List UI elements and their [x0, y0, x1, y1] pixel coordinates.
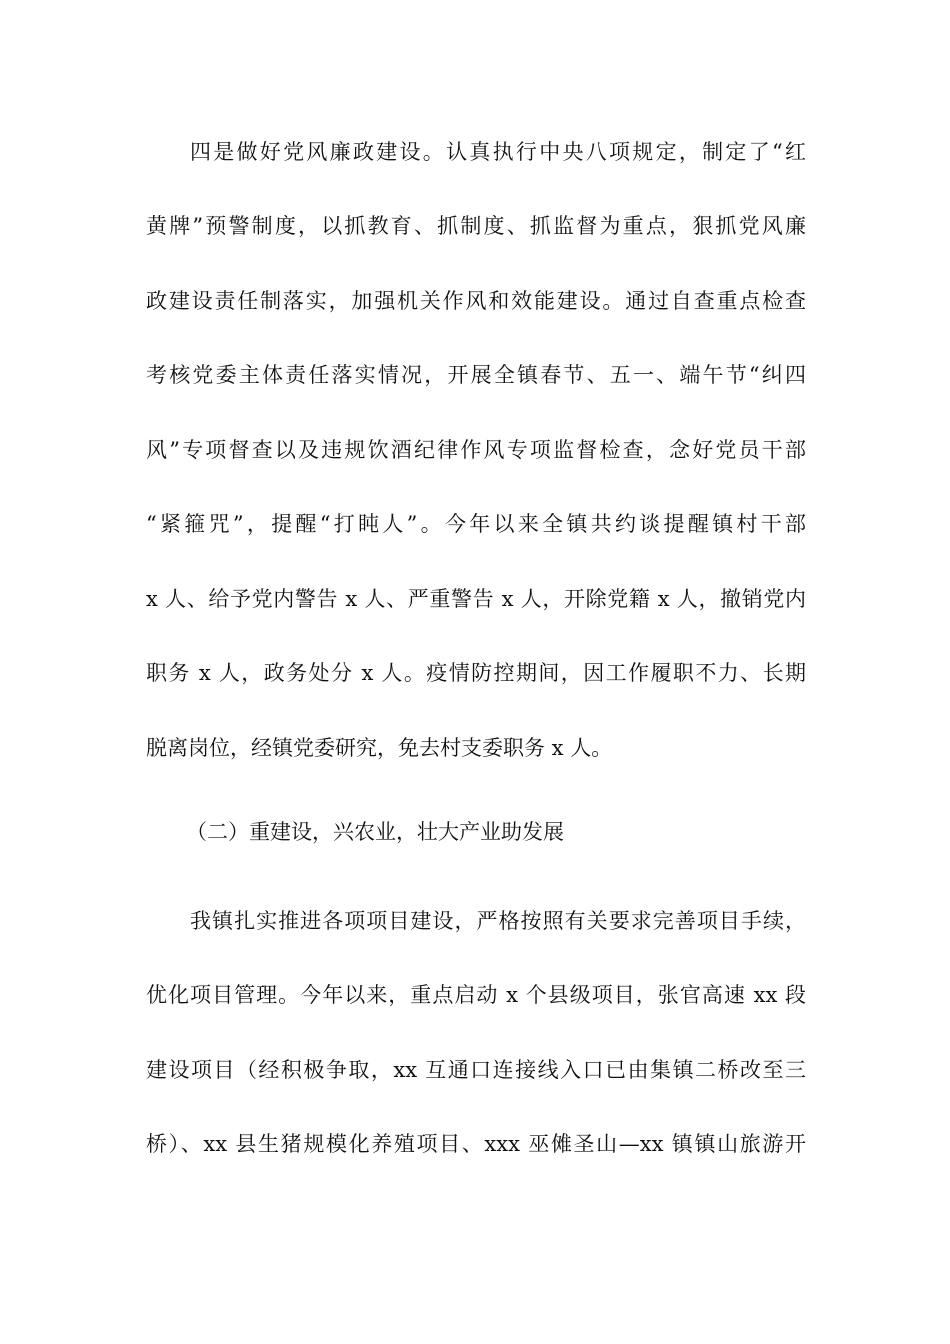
paragraph-2-line-3: 建设项目（经积极争取，xx 互通口连接线入口已由集镇二桥改至三 — [146, 1058, 806, 1082]
paragraph-1-line-7: x 人、给予党内警告 x 人、严重警告 x 人，开除党籍 x 人，撤销党内 — [146, 587, 806, 611]
paragraph-1-line-1: 四是做好党风廉政建设。认真执行中央八项规定，制定了“红 — [190, 140, 806, 164]
paragraph-1-line-2: 黄牌”预警制度，以抓教育、抓制度、抓监督为重点，狠抓党风廉 — [146, 214, 806, 238]
paragraph-1-line-3: 政建设责任制落实，加强机关作风和效能建设。通过自查重点检查 — [146, 289, 806, 313]
paragraph-1-line-9: 脱离岗位，经镇党委研究，免去村支委职务 x 人。 — [146, 736, 613, 760]
paragraph-2-line-2: 优化项目管理。今年以来，重点启动 x 个县级项目，张官高速 xx 段 — [146, 983, 806, 1007]
paragraph-2-line-1: 我镇扎实推进各项项目建设，严格按照有关要求完善项目手续， — [190, 909, 806, 933]
paragraph-1-line-8: 职务 x 人，政务处分 x 人。疫情防控期间，因工作履职不力、长期 — [146, 661, 806, 685]
paragraph-1-line-5: 风”专项督查以及违规饮酒纪律作风专项监督检查，念好党员干部 — [146, 438, 806, 462]
paragraph-2-line-4: 桥）、xx 县生猪规模化养殖项目、xxx 巫傩圣山—xx 镇镇山旅游开 — [146, 1132, 806, 1156]
paragraph-1-line-6: “紧箍咒”，提醒“打盹人”。今年以来全镇共约谈提醒镇村干部 — [146, 512, 806, 536]
paragraph-1-line-4: 考核党委主体责任落实情况，开展全镇春节、五一、端午节“纠四 — [146, 363, 806, 387]
section-heading: （二）重建设，兴农业，壮大产业助发展 — [186, 820, 564, 844]
